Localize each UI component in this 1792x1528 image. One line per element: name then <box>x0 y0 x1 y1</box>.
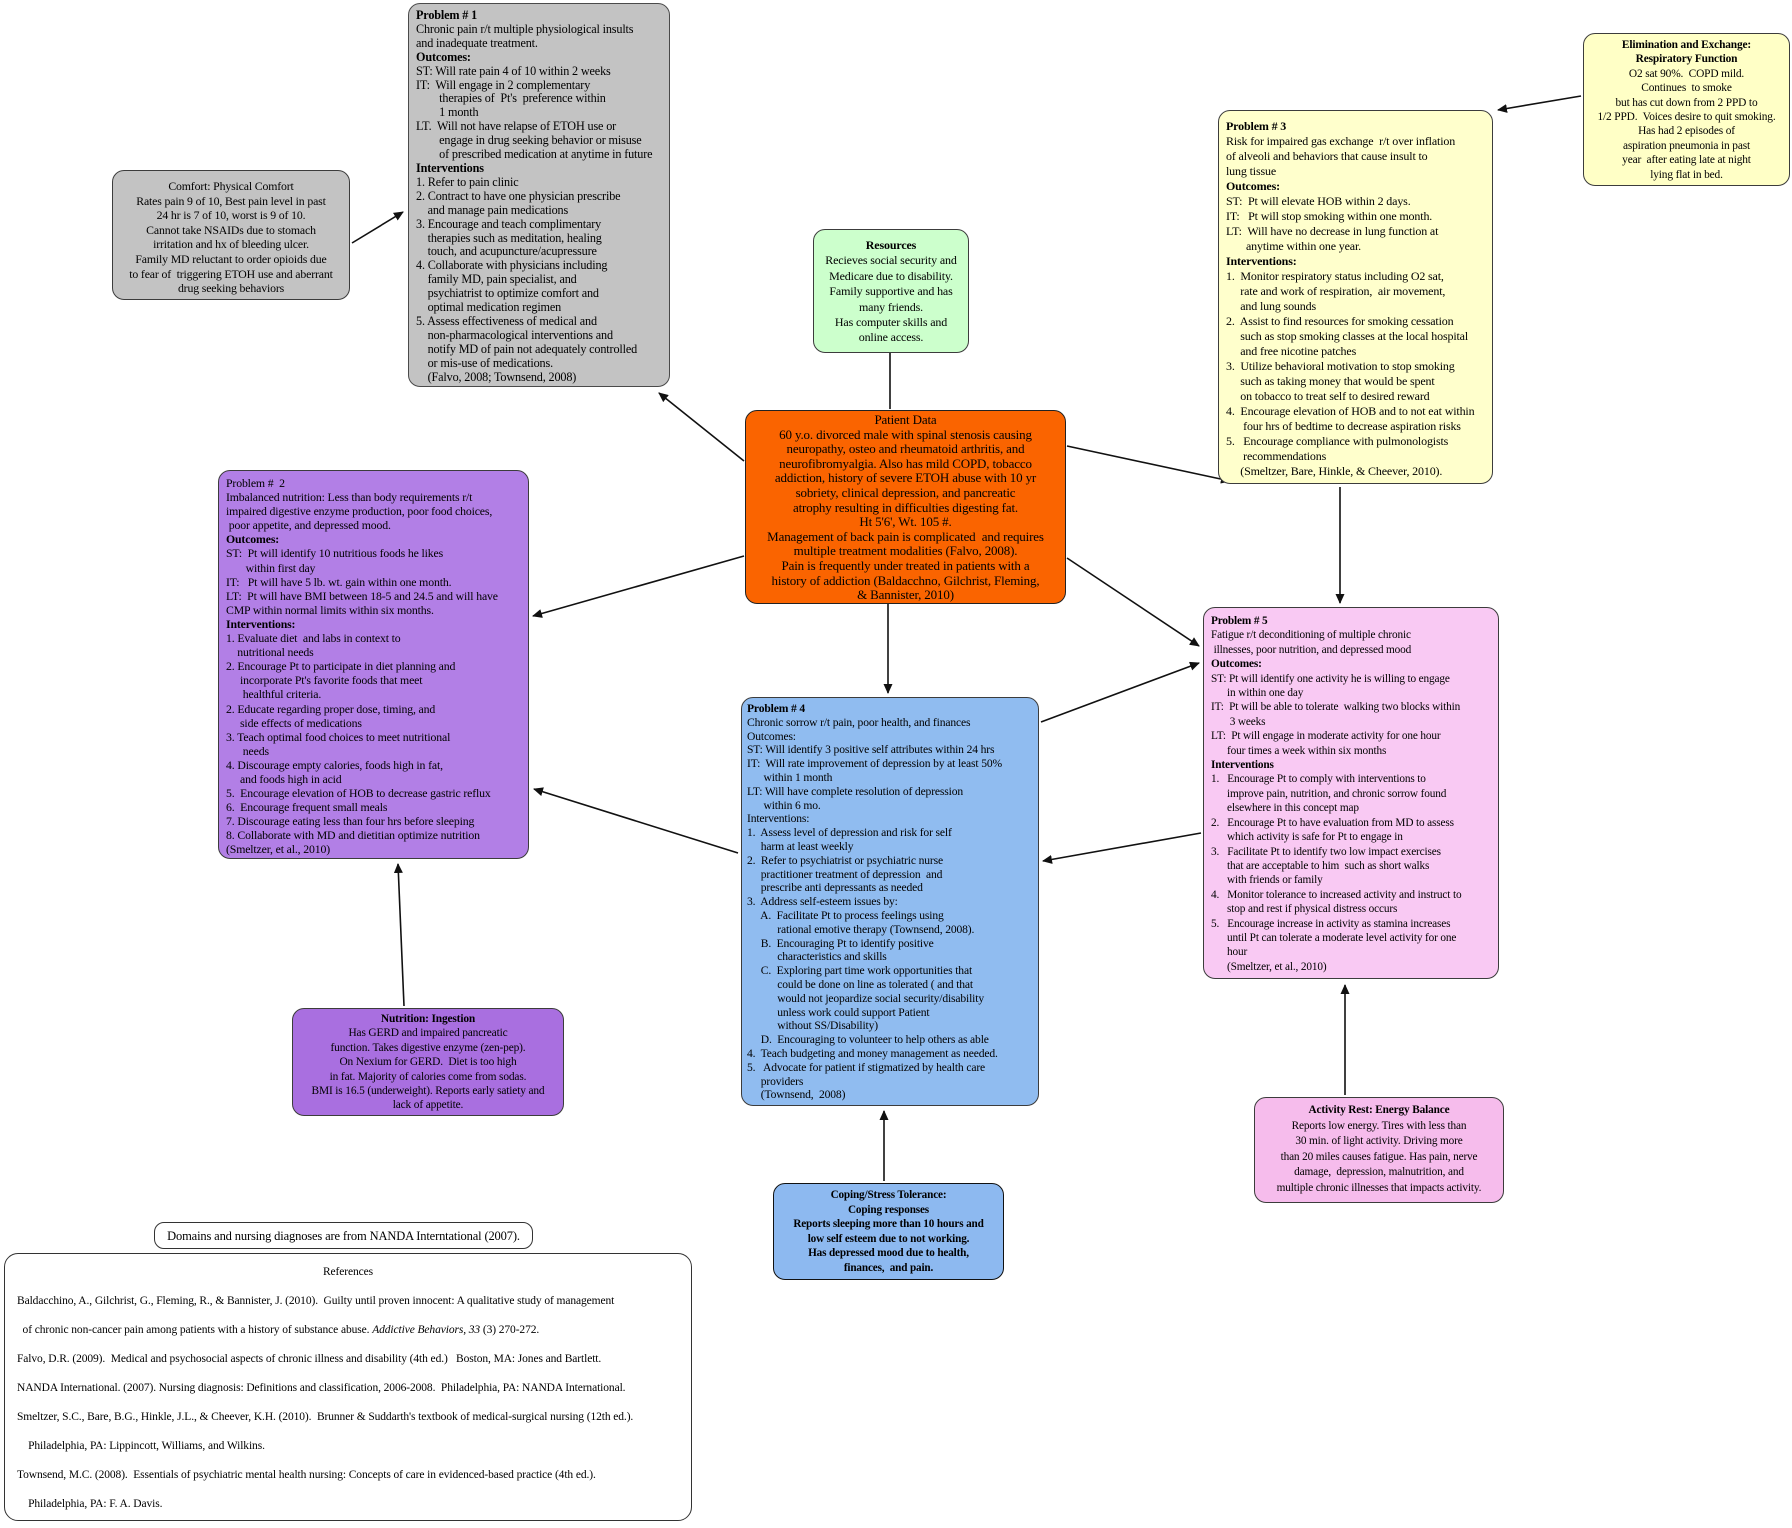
references-box: References Baldacchino, A., Gilchrist, G., Fleming, R., & Bannister, J. (2010). Guilty until proven innocent: A qualitative study of management of chronic non-cancer pain among patients with a history of substance abuse. Addictive Behaviors, 33 (3) 270-272. Falvo, D.R. (2009). Medical and psychosocial aspects of chronic illness and disability (4th ed.) Boston, MA: Jones and Bartlett. NANDA International. (2007). Nursing diagnosis: Definitions and classification, 2006-2008. Philadelphia, PA: NANDA International. Smeltzer, S.C., Bare, B.G., Hinkle, J.L., & Cheever, K.H. (2010). Brunner & Suddarth's textbook of medical-surgical nursing (12th ed.). Philadelphia, PA: Lippincott, Williams, and Wilkins. Townsend, M.C. (2008). Essentials of psychiatric mental health nursing: Concepts of care in evidenced-based practice (4th ed.). Philadelphia, PA: F. A. Davis. <box>4 1253 692 1521</box>
nanda-note: Domains and nursing diagnoses are from NANDA Interntational (2007). <box>154 1222 533 1249</box>
problem-4-box: Problem # 4 Chronic sorrow r/t pain, poor health, and finances Outcomes: ST: Will identify 3 positive self attributes within 24 hrs IT: Will rate improvement of depression by at least 50% within 1 month LT: Will have complete resolution of depression within 6 mo. Interventions: 1. Assess level of depression and risk for self harm at least weekly 2. Refer to psychiatrist or psychiatric nurse practitioner treatment of depression and prescribe anti depressants as needed 3. Address self-esteem issues by: A. Facilitate Pt to process feelings using rational emotive therapy (Townsend, 2008). B. Encouraging Pt to identify positive characteristics and skills C. Exploring part time work opportunities that could be done on line as tolerated ( and that would not jeopardize social security/disability unless work could support Patient without SS/Disability) D. Encouraging to volunteer to help others as able 4. Teach budgeting and money management as needed. 5. Advocate for patient if stigmatized by health care providers (Townsend, 2008) <box>741 697 1039 1106</box>
problem-5-box: Problem # 5 Fatigue r/t deconditioning of multiple chronic illnesses, poor nutrition, and depressed mood Outcomes: ST: Pt will identify one activity he is willing to engage in within one day IT: Pt will be able to tolerate walking two blocks within 3 weeks LT: Pt will engage in moderate activity for one hour four times a week within six months Interventions 1. Encourage Pt to comply with interventions to improve pain, nutrition, and chronic sorrow found elsewhere in this concept map 2. Encourage Pt to have evaluation from MD to assess which activity is safe for Pt to engage in 3. Facilitate Pt to identify two low impact exercises that are acceptable to him such as short walks with friends or family 4. Monitor tolerance to increased activity and instruct to stop and rest if physical distress occurs 5. Encourage increase in activity as stamina increases until Pt can tolerate a moderate level activity for one hour (Smeltzer, et al., 2010) <box>1203 607 1499 979</box>
connector-elimination-to-problem3 <box>1498 96 1581 110</box>
connector-patient-data-to-problem1 <box>659 393 744 461</box>
connector-comfort-to-problem1 <box>352 212 403 243</box>
problem-1-box: Problem # 1 Chronic pain r/t multiple physiological insults and inadequate treatment. Outcomes: ST: Will rate pain 4 of 10 within 2 weeks IT: Will engage in 2 complementary therapies of Pt's preference within 1 month LT. Will not have relapse of ETOH use or engage in drug seeking behavior or misuse of prescribed medication at anytime in future Interventions 1. Refer to pain clinic 2. Contract to have one physician prescribe and manage pain medications 3. Encourage and teach complimentary therapies such as meditation, healing touch, and acupuncture/acupressure 4. Collaborate with physicians including family MD, pain specialist, and psychiatrist to optimize comfort and optimal medication regimen 5. Assess effectiveness of medical and non-pharmacological interventions and notify MD of pain not adequately controlled or mis-use of medications. (Falvo, 2008; Townsend, 2008) <box>408 3 670 387</box>
elimination-respiratory-box: Elimination and Exchange: Respiratory Function O2 sat 90%. COPD mild. Continues to smoke but has cut down from 2 PPD to 1/2 PPD. Voices desire to quit smoking. Has had 2 episodes of aspiration pneumonia in past year after eating late at night lying flat in bed. <box>1583 33 1790 186</box>
resources-box: Resources Recieves social security and Medicare due to disability. Family supportive and has many friends. Has computer skills and online access. <box>813 229 969 353</box>
problem-3-box: Problem # 3 Risk for impaired gas exchange r/t over inflation of alveoli and behaviors that cause insult to lung tissue Outcomes: ST: Pt will elevate HOB within 2 days. IT: Pt will stop smoking within one month. LT: Will have no decrease in lung function at anytime within one year. Interventions: 1. Monitor respiratory status including O2 sat, rate and work of respiration, air movement, and lung sounds 2. Assist to find resources for smoking cessation such as stop smoking classes at the local hospital and free nicotine patches 3. Utilize behavioral motivation to stop smoking such as taking money that would be spent on tobacco to treat self to desired reward 4. Encourage elevation of HOB and to not eat within four hrs of bedtime to decrease aspiration risks 5. Encourage compliance with pulmonologists recommendations (Smeltzer, Bare, Hinkle, & Cheever, 2010). <box>1218 110 1493 484</box>
connector-problem4-to-problem5 <box>1041 663 1199 722</box>
nutrition-ingestion-box: Nutrition: Ingestion Has GERD and impaired pancreatic function. Takes digestive enzyme (zen-pep). On Nexium for GERD. Diet is too high in fat. Majority of calories come from sodas. BMI is 16.5 (underweight). Reports early satiety and lack of appetite. <box>292 1008 564 1116</box>
connector-patient-data-to-problem3 <box>1067 446 1230 481</box>
coping-stress-tolerance-box: Coping/Stress Tolerance: Coping responses Reports sleeping more than 10 hours and low self esteem due to not working. Has depressed mood due to health, finances, and pain. <box>773 1183 1004 1280</box>
connector-problem4-to-problem2 <box>534 789 738 853</box>
activity-rest-energy-balance-box: Activity Rest: Energy Balance Reports low energy. Tires with less than 30 min. of light activity. Driving more than 20 miles causes fatigue. Has pain, nerve damage, depression, malnutrition, and multiple chronic illnesses that impacts activity. <box>1254 1097 1504 1203</box>
connector-nutrition-to-problem2 <box>398 864 404 1006</box>
problem-2-box: Problem # 2 Imbalanced nutrition: Less than body requirements r/t impaired digestive enzyme production, poor food choices, poor appetite, and depressed mood. Outcomes: ST: Pt will identify 10 nutritious foods he likes within first day IT: Pt will have 5 lb. wt. gain within one month. LT: Pt will have BMI between 18-5 and 24.5 and will have CMP within normal limits within six months. Interventions: 1. Evaluate diet and labs in context to nutritional needs 2. Encourage Pt to participate in diet planning and incorporate Pt's favorite foods that meet healthful criteria. 2. Educate regarding proper dose, timing, and side effects of medications 3. Teach optimal food choices to meet nutritional needs 4. Discourage empty calories, foods high in fat, and foods high in acid 5. Encourage elevation of HOB to decrease gastric reflux 6. Encourage frequent small meals 7. Discourage eating less than four hrs before sleeping 8. Collaborate with MD and dietitian optimize nutrition (Smeltzer, et al., 2010) <box>218 470 529 859</box>
connector-problem5-to-problem4 <box>1043 833 1201 861</box>
connector-patient-data-to-problem2 <box>533 556 744 616</box>
connector-patient-data-to-problem5 <box>1067 558 1199 646</box>
comfort-physical-comfort-box: Comfort: Physical Comfort Rates pain 9 of 10, Best pain level in past 24 hr is 7 of 10, worst is 9 of 10. Cannot take NSAIDs due to stomach irritation and hx of bleeding ulcer. Family MD reluctant to order opioids due to fear of triggering ETOH use and aberrant drug seeking behaviors <box>112 170 350 300</box>
patient-data-box: Patient Data 60 y.o. divorced male with spinal stenosis causing neuropathy, osteo and rheumatoid arthritis, and neurofibromyalgia. Also has mild COPD, tobacco addiction, history of severe ETOH abuse with 10 yr sobriety, clinical depression, and pancreatic atrophy resulting in difficulties digesting fat. Ht 5'6', Wt. 105 #. Management of back pain is complicated and requires multiple treatment modalities (Falvo, 2008). Pain is frequently under treated in patients with a history of addiction (Baldacchno, Gilchrist, Fleming, & Bannister, 2010) <box>745 410 1066 604</box>
